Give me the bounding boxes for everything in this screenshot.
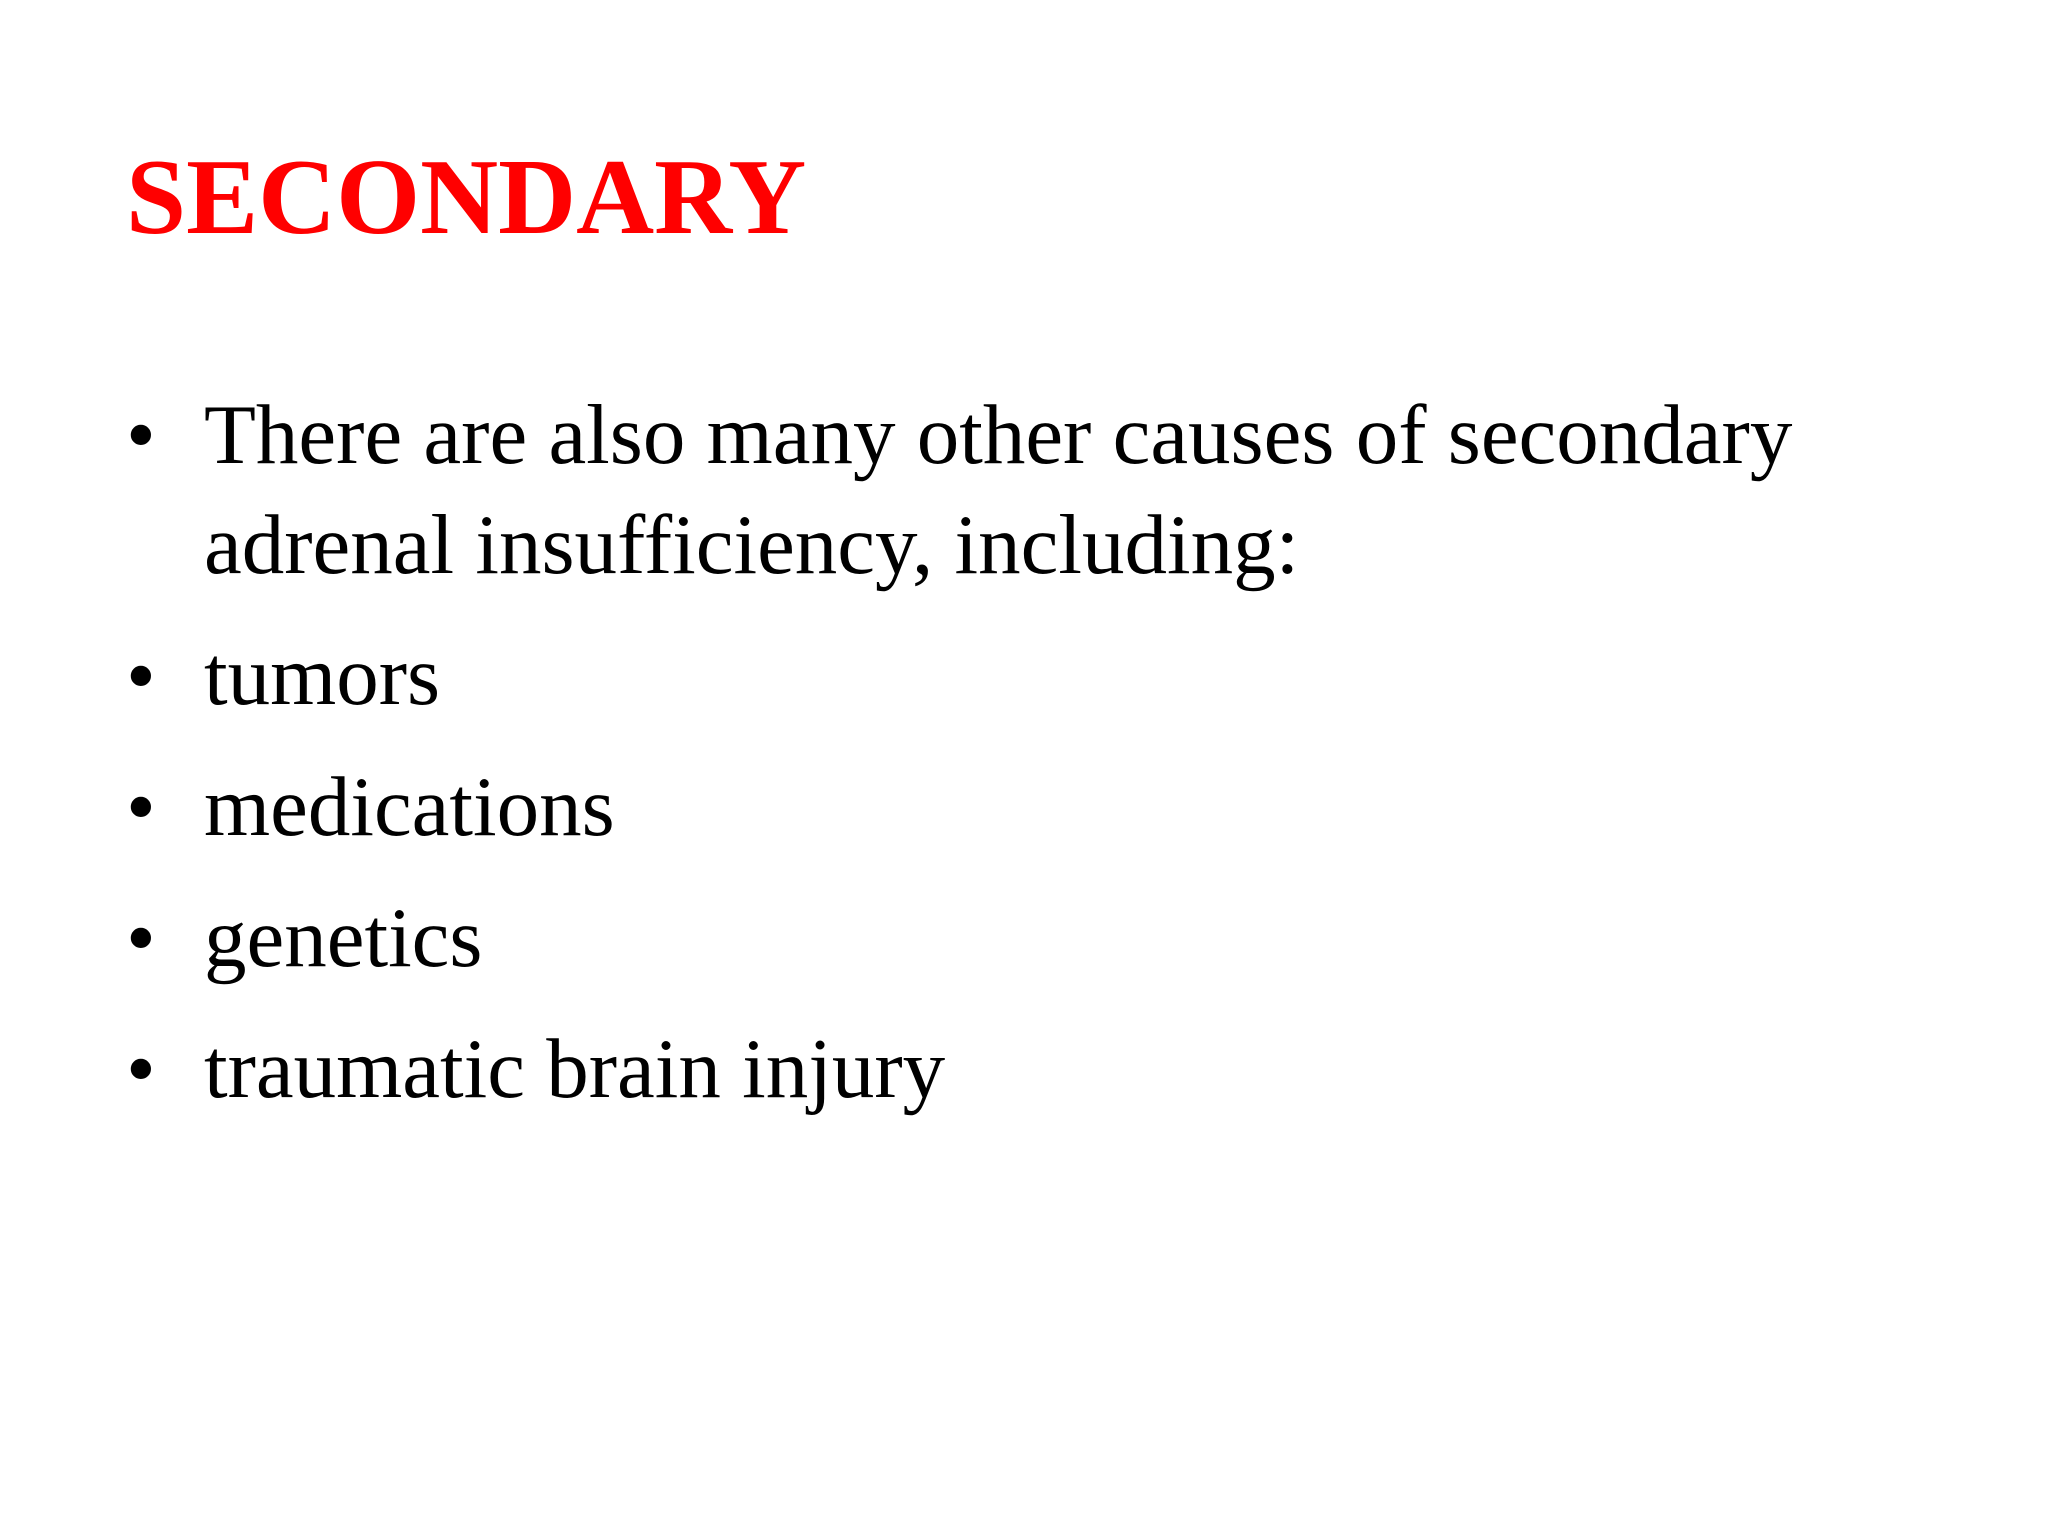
slide-title: SECONDARY (126, 138, 807, 257)
bullet-text: genetics (204, 891, 483, 985)
bullet-item (126, 380, 1986, 600)
bullet-icon: • (126, 1022, 156, 1116)
bullet-item (126, 621, 1986, 731)
bullet-item (126, 883, 1986, 993)
bullet-text: medications (204, 760, 615, 854)
bullet-text: tumors (204, 629, 441, 723)
bullet-item (126, 1014, 1986, 1124)
bullet-icon: • (126, 388, 156, 482)
bullet-list (126, 380, 1986, 1145)
bullet-icon: • (126, 891, 156, 985)
bullet-item (126, 752, 1986, 862)
bullet-icon: • (126, 760, 156, 854)
bullet-text: There are also many other causes of secondary adrenal insufficiency, including: (204, 388, 1793, 592)
bullet-icon: • (126, 629, 156, 723)
bullet-text: traumatic brain injury (204, 1022, 946, 1116)
